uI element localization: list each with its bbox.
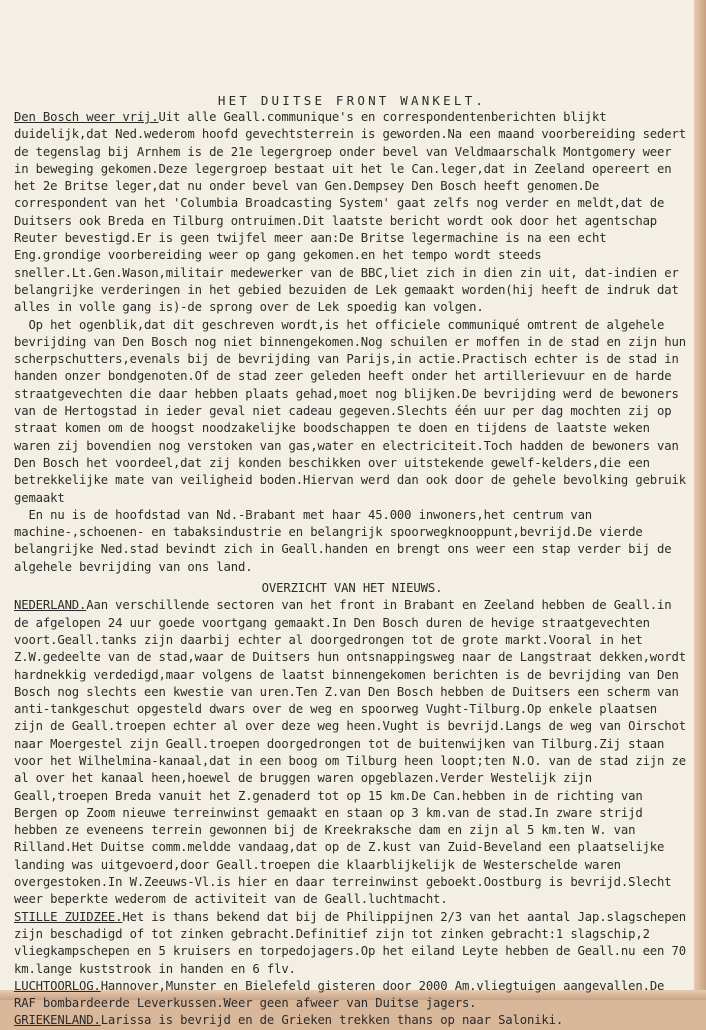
news-item-griekenland <box>14 1012 690 1029</box>
news-text: Larissa is bevrijd en de Grieken trekken thans op naar Saloniki. <box>101 1013 563 1027</box>
typed-page <box>14 92 690 1030</box>
paragraph-text: En nu is de hoofdstad van Nd.-Brabant met haar 45.000 inwoners,het centrum van machine-,schoenen- en tabaksindustrie en belangrijk spoorwegknooppunt,bevrijd.De vierde belangrijke Ned.stad bevindt zich in Geall.handen en brengt ons weer een stap verder bij de algehele bevrijding van ons land. <box>14 508 679 574</box>
front-paragraph-3 <box>14 507 690 576</box>
news-text: Hannover,Munster en Bielefeld gisteren door 2000 Am.vliegtuigen aangevallen.De RAF bombardeerde Leverkussen.Weer geen afweer van Duitse jagers. <box>14 979 672 1010</box>
news-item-nederland <box>14 597 690 908</box>
news-lead: LUCHTOORLOG. <box>14 979 101 993</box>
news-item-luchtoorlog <box>14 978 690 1013</box>
front-paragraph-1 <box>14 109 690 317</box>
front-paragraph-2 <box>14 317 690 507</box>
page-title: HET DUITSE FRONT WANKELT. <box>14 92 690 109</box>
news-text: Aan verschillende sectoren van het front in Brabant en Zeeland hebben de Geall.in de afgelopen 24 uur goede voortgang gemaakt.In Den Bosch duren de hevige straatgevechten voort.Geall.tanks zijn daarbij echter al doorgedrongen tot de grote markt.Vooral in het Z.W.gedeelte van de stad,waar de Duitsers hun ontsnappingsweg naar de Langstraat dekken,wordt hardnekkig verdedigd,maar volgens de laatst binnengekomen berichten is de bevrijding van Den Bosch nog slechts een kwestie van uren.Ten Z.van Den Bosch hebben de Duitsers een scherm van anti-tankgeschut opgesteld dwars over de weg en spoorweg Vught-Tilburg.Op enkele plaatsen zijn de Geall.troepen echter al over deze weg heen.Vught is bevrijd.Langs de weg van Oirschot naar Moergestel zijn Geall.troepen doorgedrongen tot de buitenwijken van Tilburg.Zij staan voor het Wilhelmina-kanaal,dat in een boog om Tilburg heen loopt;ten N.O. van de stad zijn ze al over het kanaal heen,hoewel de bruggen waren opgeblazen.Verder Westelijk zijn Geall,troepen Breda vanuit het Z.genaderd tot op 15 km.De Can.hebben in de richting van Bergen op Zoom nieuwe terreinwinst gemaakt en staan op 3 km.van de stad.In zware strijd hebben ze eveneens terrein gewonnen bij de Kreekraksche dam en zijn al 5 km.ten W. van Rilland.Het Duitse comm.meldde vandaag,dat op de Z.kust van Zuid-Beveland een plaatselijke landing was uitgevoerd,door Geall.troepen die klaarblijkelijk de Westerschelde waren overgestoken.In W.Zeeuws-Vl.is hier en daar terreinwinst geboekt.Oostburg is bevrijd.Slecht weer beperkte wederom de activiteit van de Geall.luchtmacht. <box>14 598 693 906</box>
overview-title: OVERZICHT VAN HET NIEUWS. <box>14 580 690 597</box>
paragraph-lead: Den Bosch weer vrij. <box>14 110 159 124</box>
news-text: Het is thans bekend dat bij de Philippijnen 2/3 van het aantal Jap.slagschepen zijn beschadigd of tot zinken gebracht.Definitief zijn tot zinken gebracht:1 slagschip,2 vliegkampschepen en 5 kruisers en torpedojagers.Op het eiland Leyte hebben de Geall.nu een 70 km.lange kuststrook in handen en 6 flv. <box>14 910 693 976</box>
news-lead: NEDERLAND. <box>14 598 86 612</box>
paragraph-text: Uit alle Geall.communique's en correspondentenberichten blijkt duidelijk,dat Ned.wederom hoofd gevechtsterrein is geworden.Na een maand voorbereiding sedert de tegenslag bij Arnhem is de 21e legergroep onder bevel van Veldmaarschalk Montgomery weer in beweging gekomen.Deze legergroep bestaat uit het le Can.leger,dat in Zeeland opereert en het 2e Britse leger,dat nu onder bevel van Gen.Dempsey Den Bosch heeft genomen.De correspondent van het 'Columbia Broadcasting System' gaat zelfs nog verder en meldt,dat de Duitsers ook Breda en Tilburg ontruimen.Dit laatste bericht wordt ook door het agentschap Reuter bevestigd.Er is geen twijfel meer aan:De Britse legermachine is na een echt Eng.grondige voorbereiding weer op gang gekomen.en het tempo wordt steeds sneller.Lt.Gen.Wason,militair medewerker van de BBC,liet zich in dien zin uit, dat-indien er belangrijke verderingen in het gebied bezuiden de Lek gemaakt worden(hij heeft de indruk dat alles in volle gang is)-de sprong over de Lek spoedig kan volgen. <box>14 110 693 314</box>
paragraph-text: Op het ogenblik,dat dit geschreven wordt,is het officiele communiqué omtrent de algehele bevrijding van Den Bosch nog niet binnengekomen.Nog schuilen er moffen in de stad en zijn hun scherpschutters,evenals bij de bevrijding van Parijs,in actie.Practisch echter is de stad in handen onzer bondgenoten.Of de stad zeer geleden heeft onder het artillerievuur en de harde straatgevechten die daar hebben plaats gehad,moet nog blijken.De bevrijding werd de bewoners van de Hertogstad in ieder geval niet cadeau gegeven.Slechts één uur per dag mochten zij op straat komen om de hoogst noodzakelijke boodschappen te doen en tijdens de laatste weken waren zij bovendien nog verstoken van gas,water en electriciteit.Toch hadden de bewoners van Den Bosch het voordeel,dat zij konden beschikken over uitstekende gewelf-kelders,die een betrekkelijke mate van veiligheid boden.Hiervan werd dan ook door de gehele bevolking gebruik gemaakt <box>14 318 693 505</box>
news-item-stille-zuidzee <box>14 909 690 978</box>
news-lead: GRIEKENLAND. <box>14 1013 101 1027</box>
page-edge-right <box>694 0 706 1000</box>
news-lead: STILLE ZUIDZEE. <box>14 910 122 924</box>
